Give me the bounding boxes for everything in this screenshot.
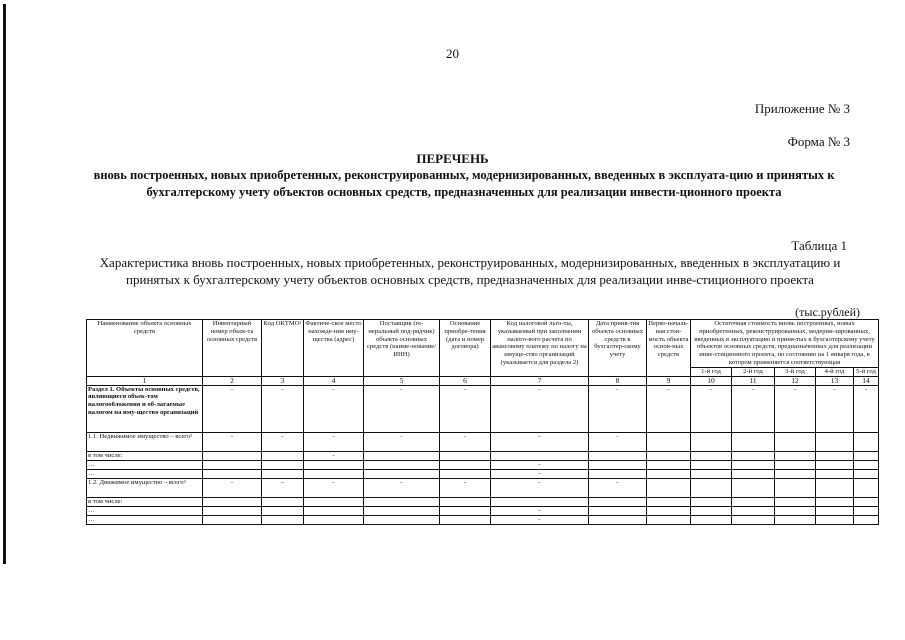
empty-cell	[203, 497, 262, 506]
empty-cell	[854, 515, 879, 524]
empty-cell	[304, 469, 364, 478]
empty-cell	[364, 515, 440, 524]
movable-ellipsis-row	[87, 506, 879, 515]
empty-cell	[589, 497, 647, 506]
dash-cell: -	[732, 385, 775, 432]
empty-cell	[775, 460, 816, 469]
empty-cell	[732, 469, 775, 478]
column-number: 2	[203, 376, 262, 385]
empty-cell	[854, 497, 879, 506]
row-label-ellipsis: …	[87, 506, 203, 515]
page-number: 20	[446, 46, 459, 61]
dash-cell: -	[262, 432, 304, 451]
row-label-including: в том числе:	[87, 497, 203, 506]
empty-cell	[775, 506, 816, 515]
empty-cell	[203, 451, 262, 460]
empty-cell	[816, 515, 854, 524]
dash-cell: -	[203, 385, 262, 432]
empty-cell	[775, 515, 816, 524]
empty-cell	[262, 497, 304, 506]
empty-cell	[691, 497, 732, 506]
page-left-border	[3, 4, 6, 564]
empty-cell	[691, 515, 732, 524]
empty-cell	[304, 506, 364, 515]
empty-cell	[732, 478, 775, 497]
empty-cell	[691, 506, 732, 515]
table-label: Таблица 1	[791, 238, 847, 253]
col-header-acceptance-date: Дата приня-тия объекта основных средств к бухгалтер-скому учету	[589, 320, 647, 377]
empty-cell	[647, 515, 691, 524]
section-1-row	[87, 385, 879, 432]
empty-cell	[775, 432, 816, 451]
movable-total-row	[87, 478, 879, 497]
dash-cell: -	[691, 385, 732, 432]
empty-cell	[691, 451, 732, 460]
empty-cell	[440, 451, 491, 460]
empty-cell	[647, 460, 691, 469]
column-number: 11	[732, 376, 775, 385]
empty-cell	[775, 478, 816, 497]
realty-ellipsis-row	[87, 460, 879, 469]
col-header-year-2: 2-й год	[732, 367, 775, 376]
dash-cell: -	[440, 432, 491, 451]
empty-cell	[364, 497, 440, 506]
movable-including-row	[87, 497, 879, 506]
realty-including-row	[87, 451, 879, 460]
column-number: 10	[691, 376, 732, 385]
empty-cell	[589, 451, 647, 460]
row-label-section-1: Раздел 1. Объекты основных средств, являющиеся объек-том налогообложения и об-лагаемые налогом на иму-щество организаций	[87, 385, 203, 432]
empty-cell	[854, 451, 879, 460]
empty-cell	[262, 506, 304, 515]
empty-cell	[647, 469, 691, 478]
dash-cell: -	[816, 385, 854, 432]
column-number: 8	[589, 376, 647, 385]
empty-cell	[304, 515, 364, 524]
column-number: 9	[647, 376, 691, 385]
row-label-ellipsis: …	[87, 469, 203, 478]
empty-cell	[816, 451, 854, 460]
empty-cell	[691, 469, 732, 478]
col-header-inventory: Инвентарный номер объек-та основных средств	[203, 320, 262, 377]
empty-cell	[732, 506, 775, 515]
units-label: (тыс.рублей)	[795, 305, 860, 319]
empty-cell	[440, 469, 491, 478]
empty-cell	[491, 451, 589, 460]
empty-cell	[732, 497, 775, 506]
empty-cell	[816, 497, 854, 506]
dash-cell: -	[364, 385, 440, 432]
column-number: 7	[491, 376, 589, 385]
dash-cell: -	[647, 385, 691, 432]
dash-cell: -	[440, 385, 491, 432]
column-number: 12	[775, 376, 816, 385]
empty-cell	[262, 515, 304, 524]
empty-cell	[816, 460, 854, 469]
empty-cell	[203, 469, 262, 478]
empty-cell	[364, 469, 440, 478]
column-number: 14	[854, 376, 879, 385]
empty-cell	[589, 515, 647, 524]
col-header-tax-code: Код налоговой льго-ты, указываемый при заполнении налого-вого расчета по авансовому платежу по налогу на имуще-ство организаций (указывается для раздела 2)	[491, 320, 589, 377]
empty-cell	[262, 451, 304, 460]
empty-cell	[262, 460, 304, 469]
dash-cell: -	[589, 432, 647, 451]
empty-cell	[732, 460, 775, 469]
empty-cell	[203, 460, 262, 469]
col-header-initial-cost: Перво-началь-ная стои-мость объекта основ-ных средств	[647, 320, 691, 377]
col-header-year-3: 3-й год	[775, 367, 816, 376]
col-header-year-4: 4-й год	[816, 367, 854, 376]
empty-cell	[775, 451, 816, 460]
empty-cell	[440, 506, 491, 515]
empty-cell	[775, 469, 816, 478]
empty-cell	[364, 460, 440, 469]
empty-cell	[647, 497, 691, 506]
dash-cell: -	[364, 432, 440, 451]
empty-cell	[775, 497, 816, 506]
empty-cell	[440, 460, 491, 469]
dash-cell: -	[491, 478, 589, 497]
dash-cell: -	[304, 385, 364, 432]
row-label-including: в том числе:	[87, 451, 203, 460]
column-number-row	[87, 376, 879, 385]
dash-cell: -	[491, 385, 589, 432]
col-header-basis: Основание приобре-тения (дата и номер договора)	[440, 320, 491, 377]
column-number: 6	[440, 376, 491, 385]
empty-cell	[854, 432, 879, 451]
col-header-oktmo: Код ОКТМО¹	[262, 320, 304, 377]
dash-cell: -	[304, 478, 364, 497]
empty-cell	[262, 469, 304, 478]
dash-cell: -	[589, 385, 647, 432]
realty-ellipsis-row	[87, 469, 879, 478]
dash-cell: -	[262, 478, 304, 497]
empty-cell	[647, 432, 691, 451]
empty-cell	[589, 506, 647, 515]
empty-cell	[491, 497, 589, 506]
empty-cell	[854, 478, 879, 497]
col-header-location: Фактиче-ское место нахожде-ния иму-щества (адрес)	[304, 320, 364, 377]
dash-cell: -	[491, 506, 589, 515]
col-header-year-1: 1-й год	[691, 367, 732, 376]
empty-cell	[203, 515, 262, 524]
empty-cell	[647, 478, 691, 497]
col-header-residual-value: Остаточная стоимость вновь построенных, новых приобретенных, реконструированных, модерни-зированных, введенных в эксплуатацию и приня-тых к бухгалтерскому учету объектов основных средств, предназначенных для реализации инве-стиционного проекта, по состоянию на 1 января года, в котором применяется соответствующая	[691, 320, 879, 368]
column-number: 13	[816, 376, 854, 385]
empty-cell	[732, 515, 775, 524]
document-title: ПЕРЕЧЕНЬ	[416, 151, 489, 166]
empty-cell	[854, 506, 879, 515]
empty-cell	[854, 469, 879, 478]
movable-ellipsis-row	[87, 515, 879, 524]
header-row	[87, 320, 879, 368]
empty-cell	[691, 432, 732, 451]
empty-cell	[364, 506, 440, 515]
row-label-movable: 1.2. Движимое имущество – всего²	[87, 478, 203, 497]
column-number: 3	[262, 376, 304, 385]
dash-cell: -	[262, 385, 304, 432]
column-number: 4	[304, 376, 364, 385]
empty-cell	[647, 451, 691, 460]
empty-cell	[647, 506, 691, 515]
dash-cell: -	[589, 478, 647, 497]
row-label-ellipsis: …	[87, 460, 203, 469]
empty-cell	[732, 451, 775, 460]
dash-cell: -	[440, 478, 491, 497]
empty-cell	[691, 460, 732, 469]
fixed-assets-table	[86, 319, 879, 525]
row-label-ellipsis: …	[87, 515, 203, 524]
dash-cell: -	[491, 515, 589, 524]
dash-cell: -	[304, 432, 364, 451]
column-number: 5	[364, 376, 440, 385]
empty-cell	[304, 460, 364, 469]
empty-cell	[691, 478, 732, 497]
col-header-year-5: 5-й год	[854, 367, 879, 376]
column-number: 1	[87, 376, 203, 385]
col-header-name: Наименование объекта основных средств	[87, 320, 203, 377]
empty-cell	[816, 469, 854, 478]
dash-cell: -	[203, 478, 262, 497]
table-caption: Характеристика вновь построенных, новых приобретенных, реконструированных, модернизированных, введенных в эксплуатацию и принятых к бухгалтерскому учету объектов основных средств, предназначенных для реализации инве-стиционного проекта	[99, 255, 841, 287]
dash-cell: -	[854, 385, 879, 432]
dash-cell: -	[304, 451, 364, 460]
empty-cell	[589, 460, 647, 469]
dash-cell: -	[364, 478, 440, 497]
empty-cell	[203, 506, 262, 515]
empty-cell	[816, 478, 854, 497]
dash-cell: -	[203, 432, 262, 451]
form-label: Форма № 3	[787, 134, 850, 149]
document-subtitle: вновь построенных, новых приобретенных, реконструированных, модернизированных, введенных в эксплуата-цию и принятых к бухгалтерскому учету объектов основных средств, предназначенных для реализации инвести-ционного проекта	[93, 168, 835, 199]
empty-cell	[589, 469, 647, 478]
dash-cell: -	[491, 432, 589, 451]
empty-cell	[364, 451, 440, 460]
dash-cell: -	[491, 469, 589, 478]
col-header-supplier: Поставщик (ге-неральный под-рядчик) объекта основных средств (наиме-нование/ИНН)	[364, 320, 440, 377]
empty-cell	[816, 432, 854, 451]
row-label-realty: 1.1. Недвижимое имущество – всего²	[87, 432, 203, 451]
empty-cell	[732, 432, 775, 451]
dash-cell: -	[491, 460, 589, 469]
empty-cell	[440, 497, 491, 506]
empty-cell	[854, 460, 879, 469]
empty-cell	[304, 497, 364, 506]
empty-cell	[440, 515, 491, 524]
realty-total-row	[87, 432, 879, 451]
empty-cell	[816, 506, 854, 515]
appendix-label: Приложение № 3	[754, 101, 850, 116]
dash-cell: -	[775, 385, 816, 432]
